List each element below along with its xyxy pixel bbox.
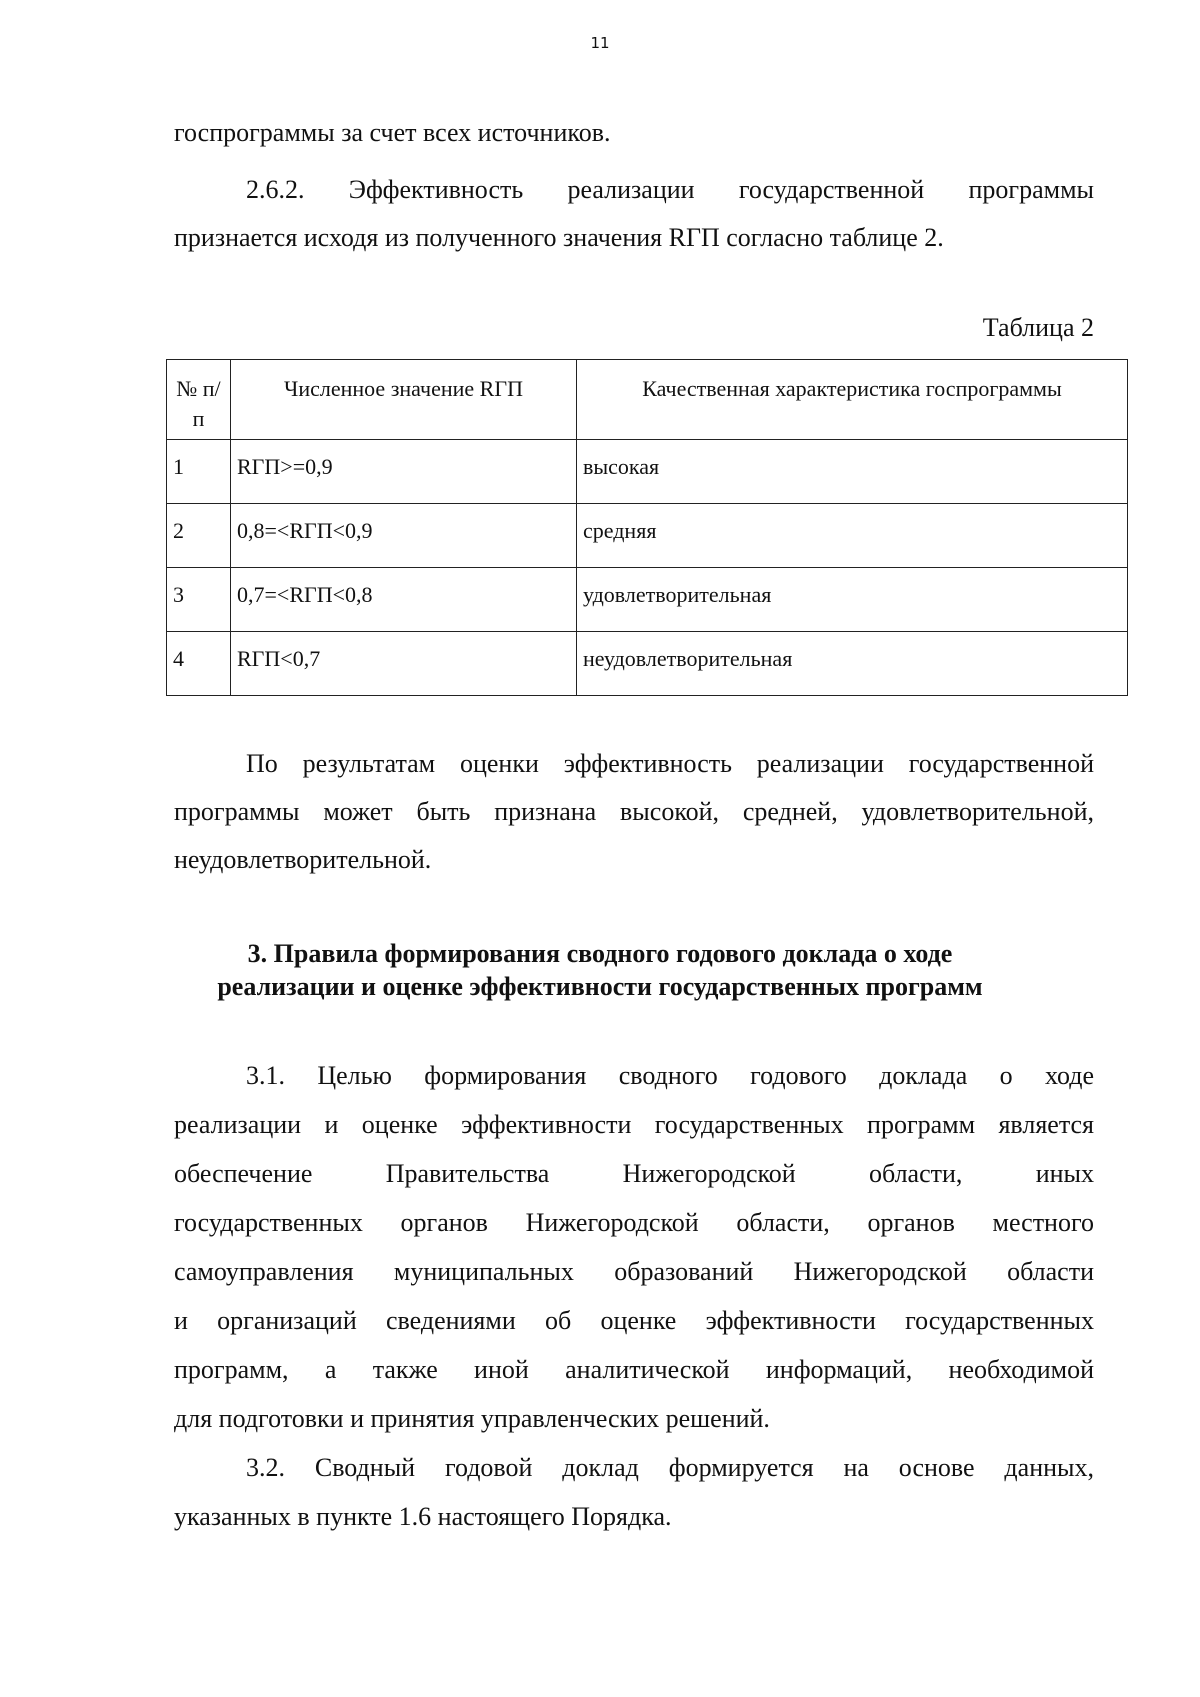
paragraph-line: 3.1. Целью формирования сводного годового доклада о ходе	[246, 1061, 1094, 1090]
paragraph-line: По результатам оценки эффективность реализации государственной	[246, 749, 1094, 778]
intro-paragraph	[174, 118, 1094, 148]
table-row	[167, 568, 1128, 632]
cell-value: 0,8=<RГП<0,9	[231, 504, 577, 568]
paragraph-line: неудовлетворительной.	[174, 845, 432, 874]
paragraph-line: реализации и оценке эффективности государственных программ является	[174, 1110, 1094, 1139]
paragraph-line: государственных органов Нижегородской области, органов местного	[174, 1208, 1094, 1237]
section-3-heading	[0, 937, 1200, 1003]
paragraph-line: программы может быть признана высокой, средней, удовлетворительной,	[174, 797, 1094, 826]
table-header-row	[167, 360, 1128, 440]
header-cell-number: № п/п	[167, 360, 231, 440]
cell-value: 0,7=<RГП<0,8	[231, 568, 577, 632]
header-cell-value: Численное значение RГП	[231, 360, 577, 440]
paragraph-line: программ, а также иной аналитической информаций, необходимой	[174, 1355, 1094, 1384]
cell-number: 2	[167, 504, 231, 568]
cell-characteristic: высокая	[577, 440, 1128, 504]
table-row	[167, 504, 1128, 568]
paragraph-line: обеспечение Правительства Нижегородской области, иных	[174, 1159, 1094, 1188]
cell-number: 4	[167, 632, 231, 696]
table-caption: Таблица 2	[982, 313, 1094, 342]
rating-table	[166, 359, 1128, 696]
table-row	[167, 440, 1128, 504]
cell-value: RГП<0,7	[231, 632, 577, 696]
table-row	[167, 632, 1128, 696]
paragraph-line: и организаций сведениями об оценке эффективности государственных	[174, 1306, 1094, 1335]
heading-line: реализации и оценке эффективности государственных программ	[217, 972, 983, 1001]
paragraph-line: признается исходя из полученного значения RГП согласно таблице 2.	[174, 223, 944, 252]
paragraph-line: 2.6.2. Эффективность реализации государственной программы	[246, 175, 1094, 204]
cell-number: 1	[167, 440, 231, 504]
heading-line: 3. Правила формирования сводного годового доклада о ходе	[247, 939, 953, 968]
paragraph-3-2	[174, 1443, 1094, 1541]
intro-line: госпрограммы за счет всех источников.	[174, 118, 611, 147]
cell-number: 3	[167, 568, 231, 632]
cell-characteristic: неудовлетворительная	[577, 632, 1128, 696]
paragraph-line: указанных в пункте 1.6 настоящего Порядка.	[174, 1502, 672, 1531]
cell-value: RГП>=0,9	[231, 440, 577, 504]
cell-characteristic: удовлетворительная	[577, 568, 1128, 632]
paragraph-line: самоуправления муниципальных образований Нижегородской области	[174, 1257, 1094, 1286]
paragraph-line: 3.2. Сводный годовой доклад формируется на основе данных,	[246, 1453, 1094, 1482]
page-number: 11	[590, 34, 610, 52]
header-cell-characteristic: Качественная характеристика госпрограммы	[577, 360, 1128, 440]
paragraph-3-1	[174, 1051, 1094, 1443]
result-paragraph	[174, 740, 1094, 884]
paragraph-2-6-2	[174, 166, 1094, 262]
cell-characteristic: средняя	[577, 504, 1128, 568]
paragraph-line: для подготовки и принятия управленческих решений.	[174, 1404, 770, 1433]
